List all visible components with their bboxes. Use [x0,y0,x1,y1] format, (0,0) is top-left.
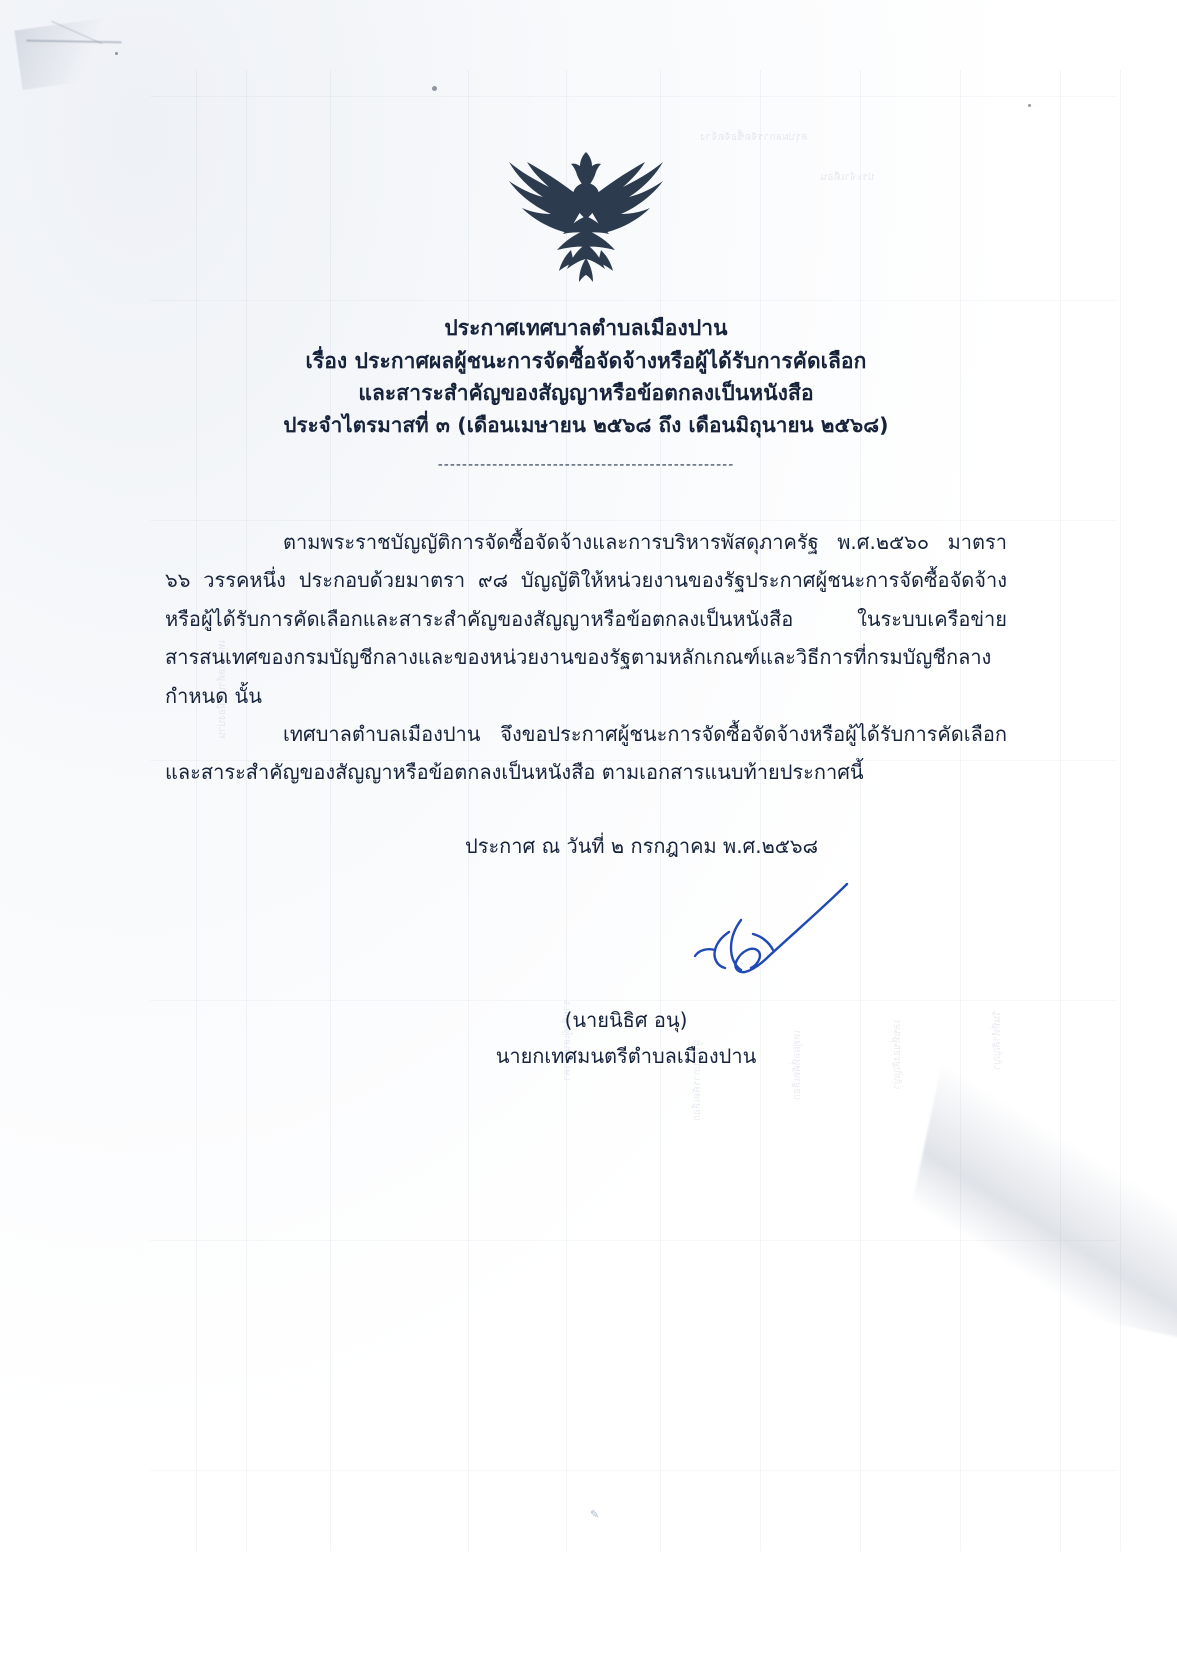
heading-line-3: และสาระสำคัญของสัญญาหรือข้อตกลงเป็นหนังสือ [358,381,814,406]
paper-crease-bottom-right [896,1052,1177,1339]
body-paragraph-2 [165,715,1007,792]
garuda-emblem [491,140,681,290]
announcement-heading [165,312,1007,477]
heading-divider: ------------------------------------------------- [437,457,735,474]
signer-name: (นายนิธิศ อนุ) [564,1007,688,1032]
paragraph-1-text: ตามพระราชบัญญัติการจัดซื้อจัดจ้างและการบริหารพัสดุภาครัฐ พ.ศ.๒๕๖๐ มาตรา ๖๖ วรรคหนึ่ง ประกอบด้วยมาตรา ๙๘ บัญญัติให้หน่วยงานของรัฐประกาศผู้ชนะการจัดซื้อจัดจ้างหรือผู้ได้รับการคัดเลือกและสาระสำคัญของสัญญาหรือข้อตกลงเป็นหนังสือ ในระบบเครือข่ายสารสนเทศของกรมบัญชีกลางและของหน่วยงานของรัฐตามหลักเกณฑ์และวิธีการที่กรมบัญชีกลางกำหนด นั้น [165,530,1007,708]
paragraph-2-text: เทศบาลตำบลเมืองปาน จึงขอประกาศผู้ชนะการจัดซื้อจัดจ้างหรือผู้ได้รับการคัดเลือกและสาระสำคัญของสัญญาหรือข้อตกลงเป็นหนังสือ ตามเอกสารแนบท้ายประกาศนี้ [165,722,1007,785]
body-paragraph-1 [165,523,1007,715]
signer-block [165,1002,1007,1074]
signature-area [165,862,1007,1002]
pencil-smudge: ✎ [590,1508,600,1521]
announcement-body [165,523,1007,792]
heading-line-2: เรื่อง ประกาศผลผู้ชนะการจัดซื้อจัดจ้างหรือผู้ได้รับการคัดเลือก [305,348,867,373]
signer-position: นายกเทศมนตรีตำบลเมืองปาน [495,1043,757,1068]
announcement-date: ประกาศ ณ วันที่ ๒ กรกฎาคม พ.ศ.๒๕๖๘ [465,833,819,858]
signature-mark [645,880,875,990]
heading-line-4: ประจำไตรมาสที่ ๓ (เดือนเมษายน ๒๕๖๘ ถึง เดือนมิถุนายน ๒๕๖๘) [283,412,889,437]
heading-line-1: ประกาศเทศบาลตำบลเมืองปาน [444,316,728,340]
bleed-through-layer: เทศบาลตำบลเมืองปาน รายชื่อผู้เสนอราคา ผู้ได้รับการคัดเลือก เหตุผลที่คัดเลือก เลขที่ของสัญญา วันที่ทำสัญญา สรุปผลการจัดซื้อจัดจ้าง ประจำเดือน [0,0,1177,1671]
